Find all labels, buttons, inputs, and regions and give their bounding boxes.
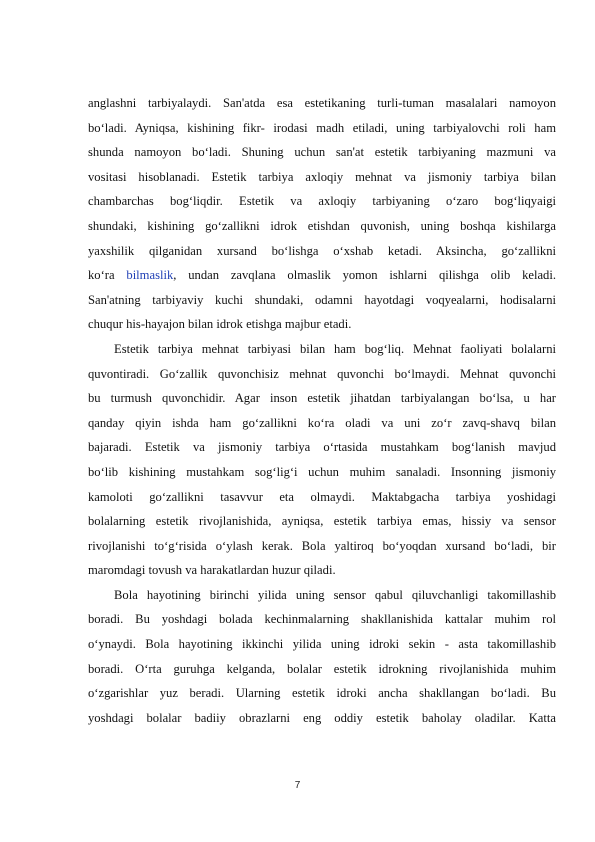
page-number: 7: [294, 780, 301, 791]
text-line: yoshdagi bolalar badiiy obrazlarni eng oddiy estetik baholay oladilar. Katta: [88, 710, 556, 725]
text-line: bajaradi. Estetik va jismoniy tarbiya o‘rtasida mustahkam bog‘lanish mavjud: [88, 440, 556, 455]
text-line: chambarchas bog‘liqdir. Estetik va axloqiy tarbiyaning o‘zaro bog‘liqyaigi: [88, 194, 556, 209]
text-line: shundaki, kishining go‘zallikni idrok etishdan quvonish, uning boshqa kishilarga: [88, 218, 556, 233]
paragraph-1: [88, 91, 556, 337]
text-line: anglashni tarbiyalaydi. San'atda esa estetikaning turli-tuman masalalari namoyon: [88, 96, 556, 110]
text-line: bu turmush quvonchidir. Agar inson estetik jihatdan tarbiyalangan bo‘lsa, u har: [88, 391, 556, 406]
text-line: vositasi hisoblanadi. Estetik tarbiya axloqiy mehnat va jismoniy tarbiya bilan: [88, 169, 556, 184]
link-prefix-text: ko‘ra: [88, 268, 127, 283]
text-line-with-link: [88, 263, 556, 288]
bilmaslik-link[interactable]: bilmaslik: [126, 268, 174, 283]
text-line: boradi. Bu yoshdagi bolada kechinmalarning shakllanishida kattalar muhim rol: [88, 612, 556, 627]
link-suffix-text: , undan zavqlana olmaslik yomon ishlarni qilishga olib keladi.: [173, 268, 556, 283]
text-line: qanday qiyin ishda ham go‘zallikni ko‘ra oladi va uni zo‘r zavq-shavq bilan: [88, 415, 556, 430]
text-line: quvontiradi. Go‘zallik quvonchisiz mehnat quvonchi bo‘lmaydi. Mehnat quvonchi: [88, 366, 556, 381]
text-line: yaxshilik qilganidan xursand bo‘lishga o‘xshab ketadi. Aksincha, go‘zallikni: [88, 243, 556, 258]
text-line: Bola hayotining birinchi yilida uning sensor qabul qiluvchanligi takomillashib: [114, 587, 556, 602]
paragraph-3: [88, 583, 556, 731]
text-line: rivojlanishi to‘g‘risida o‘ylash kerak. Bola yaltiroq bo‘yoqdan xursand bo‘ladi, bir: [88, 538, 556, 553]
text-line: maromdagi tovush va harakatlardan huzur qiladi.: [88, 563, 336, 578]
text-line: chuqur his-hayajon bilan idrok etishga majbur etadi.: [88, 317, 352, 332]
text-line: o‘zgarishlar yuz beradi. Ularning estetik idroki ancha shakllangan bo‘ladi. Bu: [88, 686, 556, 701]
text-line: bo‘ladi. Ayniqsa, kishining fikr- irodasi madh etiladi, uning tarbiyalovchi roli ham: [88, 120, 556, 135]
text-line: bo‘lib kishining mustahkam sog‘lig‘i uchun muhim sanaladi. Insonning jismoniy: [88, 464, 556, 479]
text-line: Estetik tarbiya mehnat tarbiyasi bilan ham bog‘liq. Mehnat faoliyati bolalarni: [114, 341, 556, 356]
text-line: o‘ynaydi. Bola hayotining ikkinchi yilida uning idroki sekin - asta takomillashib: [88, 637, 556, 652]
text-line: San'atning tarbiyaviy kuchi shundaki, odamni hayotdagi voqyealarni, hodisalarni: [88, 292, 556, 307]
document-page: [88, 91, 556, 730]
paragraph-2: [88, 337, 556, 583]
text-line: shunda namoyon bo‘ladi. Shuning uchun san'at estetik tarbiyaning mazmuni va: [88, 145, 556, 160]
text-line: boradi. O‘rta guruhga kelganda, bolalar estetik idrokning rivojlanishida muhim: [88, 661, 556, 676]
text-line: kamoloti go‘zallikni tasavvur eta olmaydi. Maktabgacha tarbiya yoshidagi: [88, 489, 556, 504]
text-line: bolalarning estetik rivojlanishida, ayniqsa, estetik tarbiya emas, hissiy va sensor: [88, 514, 556, 529]
